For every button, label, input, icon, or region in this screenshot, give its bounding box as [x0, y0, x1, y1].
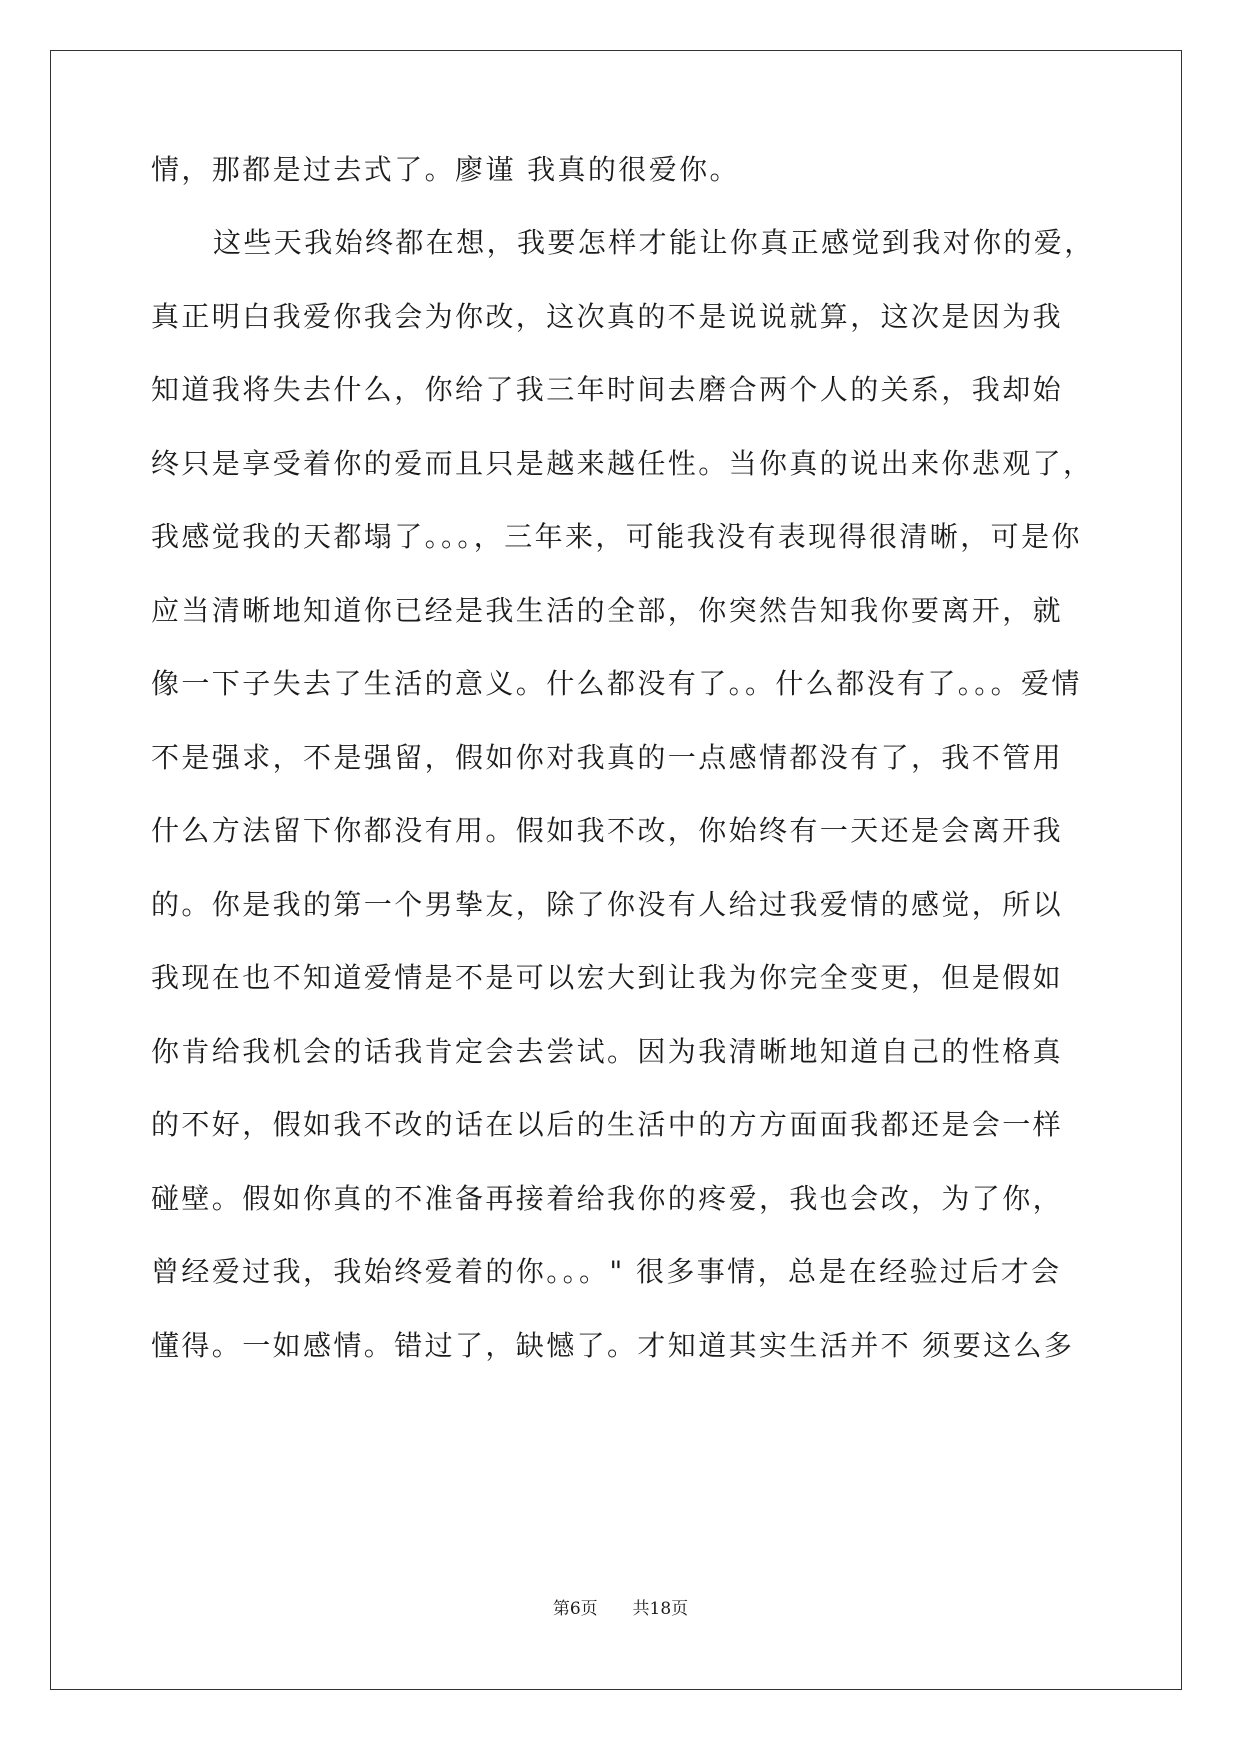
text-line: 像一下子失去了生活的意义。什么都没有了。。什么都没有了。。。爱情 — [151, 667, 1082, 700]
page-number: 第6页 — [552, 1599, 598, 1619]
text-line: 真正明白我爱你我会为你改，这次真的不是说说就算，这次是因为我 — [151, 300, 1064, 333]
page-total: 共18页 — [632, 1599, 689, 1619]
text-line: 懂得。一如感情。错过了，缺憾了。才知道其实生活并不 须要这么多 — [151, 1329, 1075, 1362]
page-border — [50, 50, 1182, 1690]
text-line: 你肯给我机会的话我肯定会去尝试。因为我清晰地知道自己的性格真 — [151, 1035, 1064, 1068]
text-line: 知道我将失去什么，你给了我三年时间去磨合两个人的关系，我却始 — [151, 373, 1064, 406]
text-line: 曾经爱过我，我始终爱着的你。。。" 很多事情，总是在经验过后才会 — [151, 1255, 1062, 1288]
text-line: 不是强求，不是强留，假如你对我真的一点感情都没有了，我不管用 — [151, 741, 1064, 774]
text-line: 什么方法留下你都没有用。假如我不改，你始终有一天还是会离开我 — [151, 814, 1064, 847]
text-line: 我感觉我的天都塌了。。。，三年来，可能我没有表现得很清晰，可是你 — [151, 520, 1082, 553]
text-line: 应当清晰地知道你已经是我生活的全部，你突然告知我你要离开，就 — [151, 594, 1064, 627]
text-line: 的。你是我的第一个男挚友，除了你没有人给过我爱情的感觉，所以 — [151, 888, 1064, 921]
text-line: 我现在也不知道爱情是不是可以宏大到让我为你完全变更，但是假如 — [151, 961, 1064, 994]
page-footer — [0, 1598, 1241, 1620]
paragraph-start-line: 这些天我始终都在想，我要怎样才能让你真正感觉到我对你的爱， — [213, 226, 1095, 259]
text-line: 的不好，假如我不改的话在以后的生活中的方方面面我都还是会一样 — [151, 1108, 1064, 1141]
text-line: 终只是享受着你的爱而且只是越来越任性。当你真的说出来你悲观了， — [151, 447, 1094, 480]
text-line: 情，那都是过去式了。廖谨 我真的很爱你。 — [151, 153, 740, 186]
text-line: 碰壁。假如你真的不准备再接着给我你的疼爱，我也会改，为了你， — [151, 1182, 1064, 1215]
